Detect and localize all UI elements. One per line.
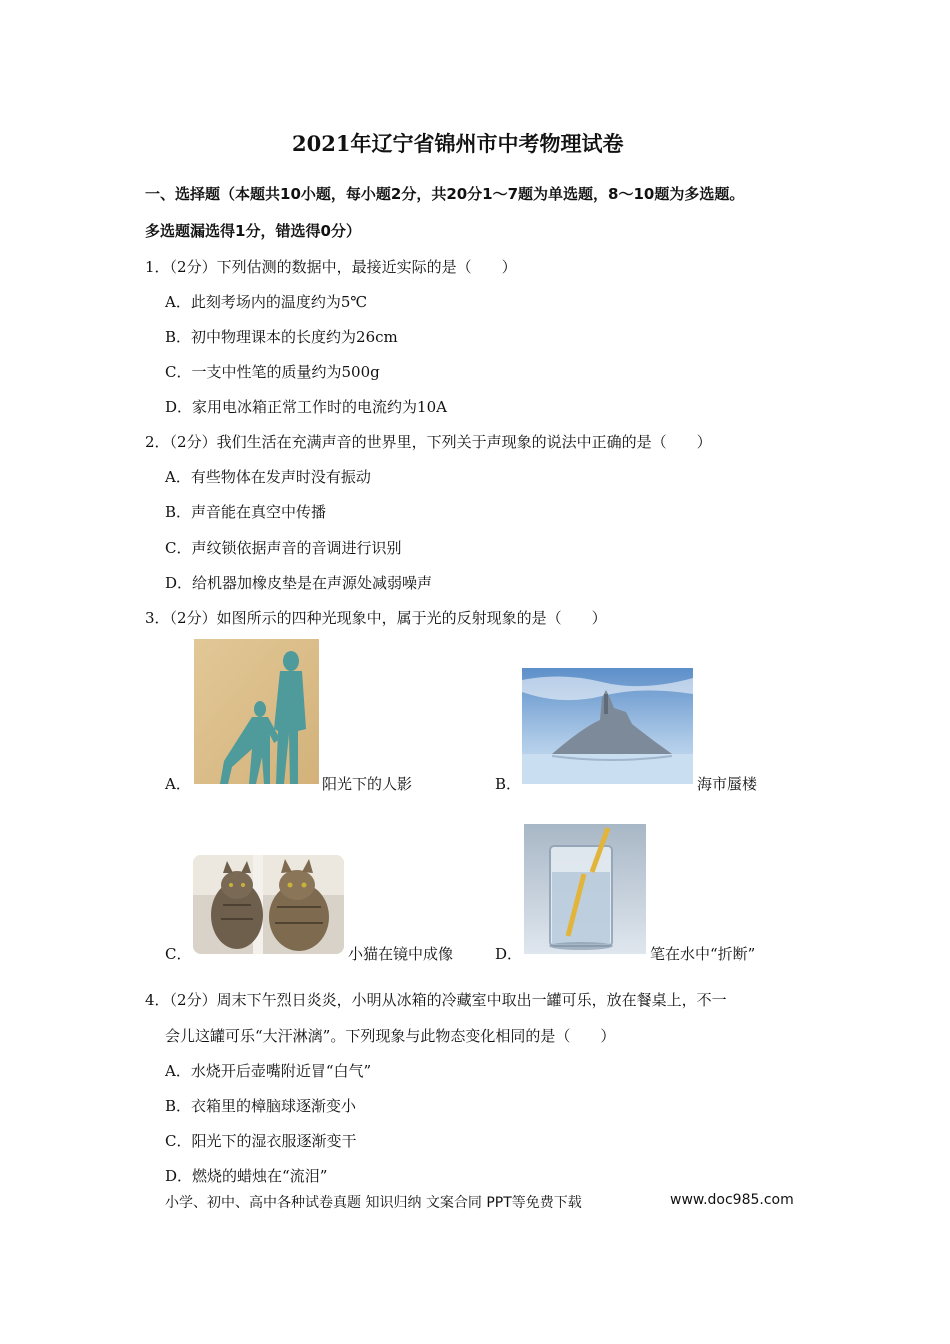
question-2-option-b: B．声音能在真空中传播 bbox=[165, 503, 327, 521]
question-4-stem-line2: 会儿这罐可乐“大汗淋漓”。下列现象与此物态变化相同的是（ ） bbox=[165, 1027, 616, 1045]
shadow-photo-icon bbox=[194, 639, 319, 784]
question-1-option-b: B．初中物理课本的长度约为26cm bbox=[165, 328, 398, 346]
footer-link[interactable]: www.doc985.com bbox=[670, 1192, 794, 1208]
question-1-stem: 1．（2分）下列估测的数据中，最接近实际的是（ ） bbox=[145, 258, 517, 276]
section-heading-line2: 多选题漏选得1分，错选得0分） bbox=[145, 222, 361, 240]
mirage-photo-icon bbox=[522, 668, 693, 784]
question-1-option-d: D．家用电冰箱正常工作时的电流约为10A bbox=[165, 398, 447, 416]
question-2-option-c: C．声纹锁依据声音的音调进行识别 bbox=[165, 539, 402, 557]
question-1-option-c: C．一支中性笔的质量约为500g bbox=[165, 363, 380, 381]
section-heading: 一、选择题（本题共10小题，每小题2分，共20分1～7题为单选题，8～10题为多选题。 bbox=[145, 185, 745, 203]
question-4-stem: 4．（2分）周末下午烈日炎炎，小明从冰箱的冷藏室中取出一罐可乐，放在餐桌上，不一 bbox=[145, 991, 727, 1009]
question-3-option-c-caption: 小猫在镜中成像 bbox=[348, 945, 454, 963]
question-3-option-d-caption: 笔在水中“折断” bbox=[650, 945, 756, 963]
question-4-option-c: C．阳光下的湿衣服逐渐变干 bbox=[165, 1132, 357, 1150]
question-3-option-b-caption: 海市蜃楼 bbox=[697, 775, 758, 793]
question-3-option-a-caption: 阳光下的人影 bbox=[322, 775, 413, 793]
cats-mirror-photo-icon bbox=[193, 855, 344, 954]
question-4-option-b: B．衣箱里的樟脑球逐渐变小 bbox=[165, 1097, 357, 1115]
page-title: 2021年辽宁省锦州市中考物理试卷 bbox=[292, 131, 624, 156]
pencil-glass-photo-icon bbox=[524, 824, 646, 954]
question-2-stem: 2．（2分）我们生活在充满声音的世界里，下列关于声现象的说法中正确的是（ ） bbox=[145, 433, 712, 451]
footer-text: 小学、初中、高中各种试卷真题 知识归纳 文案合同 PPT等免费下载 bbox=[165, 1195, 582, 1211]
question-4-option-d: D．燃烧的蜡烛在“流泪” bbox=[165, 1167, 328, 1185]
question-2-option-a: A．有些物体在发声时没有振动 bbox=[165, 468, 371, 486]
question-1-option-a: A．此刻考场内的温度约为5℃ bbox=[165, 293, 368, 311]
question-3-stem: 3．（2分）如图所示的四种光现象中，属于光的反射现象的是（ ） bbox=[145, 609, 607, 627]
question-3-option-a-letter: A． bbox=[165, 775, 191, 793]
question-3-option-d-letter: D． bbox=[495, 945, 523, 963]
question-4-option-a: A．水烧开后壶嘴附近冒“白气” bbox=[165, 1062, 372, 1080]
question-3-option-c-letter: C． bbox=[165, 945, 192, 963]
question-3-option-b-letter: B． bbox=[495, 775, 522, 793]
question-2-option-d: D．给机器加橡皮垫是在声源处减弱噪声 bbox=[165, 574, 433, 592]
